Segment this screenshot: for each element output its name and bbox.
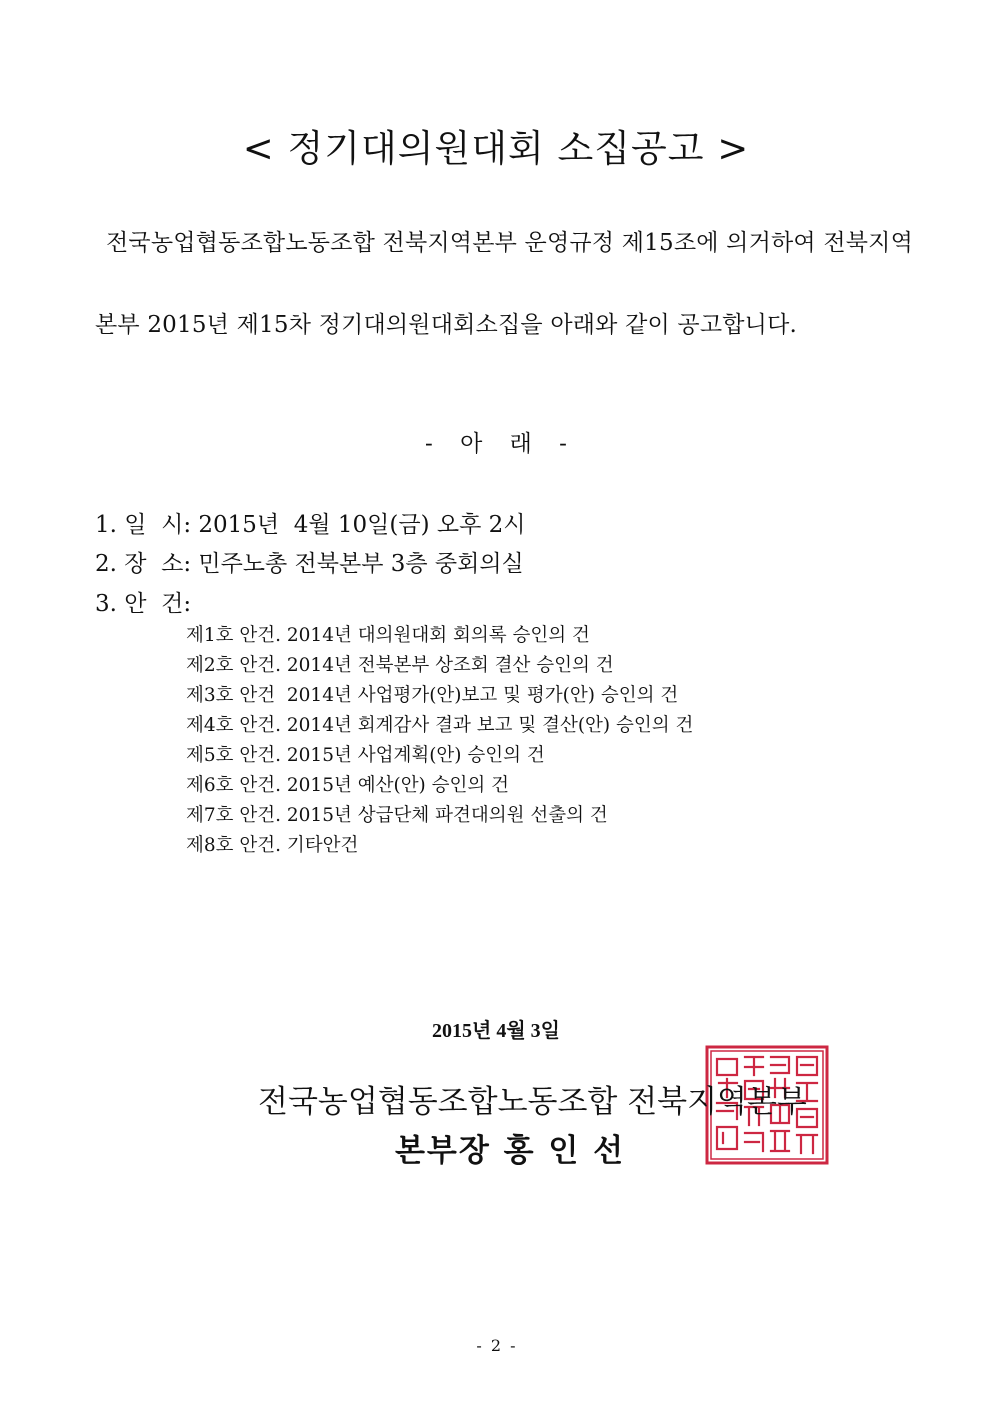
document-title: < 정기대의원대회 소집공고 > [242, 127, 750, 170]
agenda-item: 제6호 안건. 2015년 예산(안) 승인의 건 [186, 775, 510, 796]
issue-date: 2015년 4월 3일 [432, 1020, 560, 1042]
organization-name: 전국농업협동조합노동조합 전북지역본부 [258, 1084, 807, 1120]
agenda-item: 제8호 안건. 기타안건 [186, 835, 359, 856]
agenda-item: 제5호 안건. 2015년 사업계획(안) 승인의 건 [186, 745, 545, 766]
agenda-list [186, 621, 693, 861]
agenda-item: 제2호 안건. 2014년 전북본부 상조회 결산 승인의 건 [186, 655, 614, 676]
item-place: 2. 장 소: 민주노총 전북본부 3층 중회의실 [95, 551, 524, 577]
intro-line-2: 본부 2015년 제15차 정기대의원대회소집을 아래와 같이 공고합니다. [95, 312, 798, 338]
agenda-item: 제1호 안건. 2014년 대의원대회 회의록 승인의 건 [186, 625, 590, 646]
section-marker: - 아 래 - [425, 431, 567, 457]
item-datetime: 1. 일 시: 2015년 4월 10일(금) 오후 2시 [95, 512, 526, 538]
intro-line-1: 전국농업협동조합노동조합 전북지역본부 운영규정 제15조에 의거하여 전북지역 [106, 230, 914, 256]
signatory-name: 본부장 홍 인 선 [394, 1133, 626, 1169]
page-number: - 2 - [476, 1336, 516, 1355]
agenda-item: 제3호 안건 2014년 사업평가(안)보고 및 평가(안) 승인의 건 [186, 685, 679, 706]
agenda-item: 제4호 안건. 2014년 회계감사 결과 보고 및 결산(안) 승인의 건 [186, 715, 694, 736]
item-agenda-heading: 3. 안 건: [95, 591, 192, 617]
agenda-item: 제7호 안건. 2015년 상급단체 파견대의원 선출의 건 [186, 805, 608, 826]
